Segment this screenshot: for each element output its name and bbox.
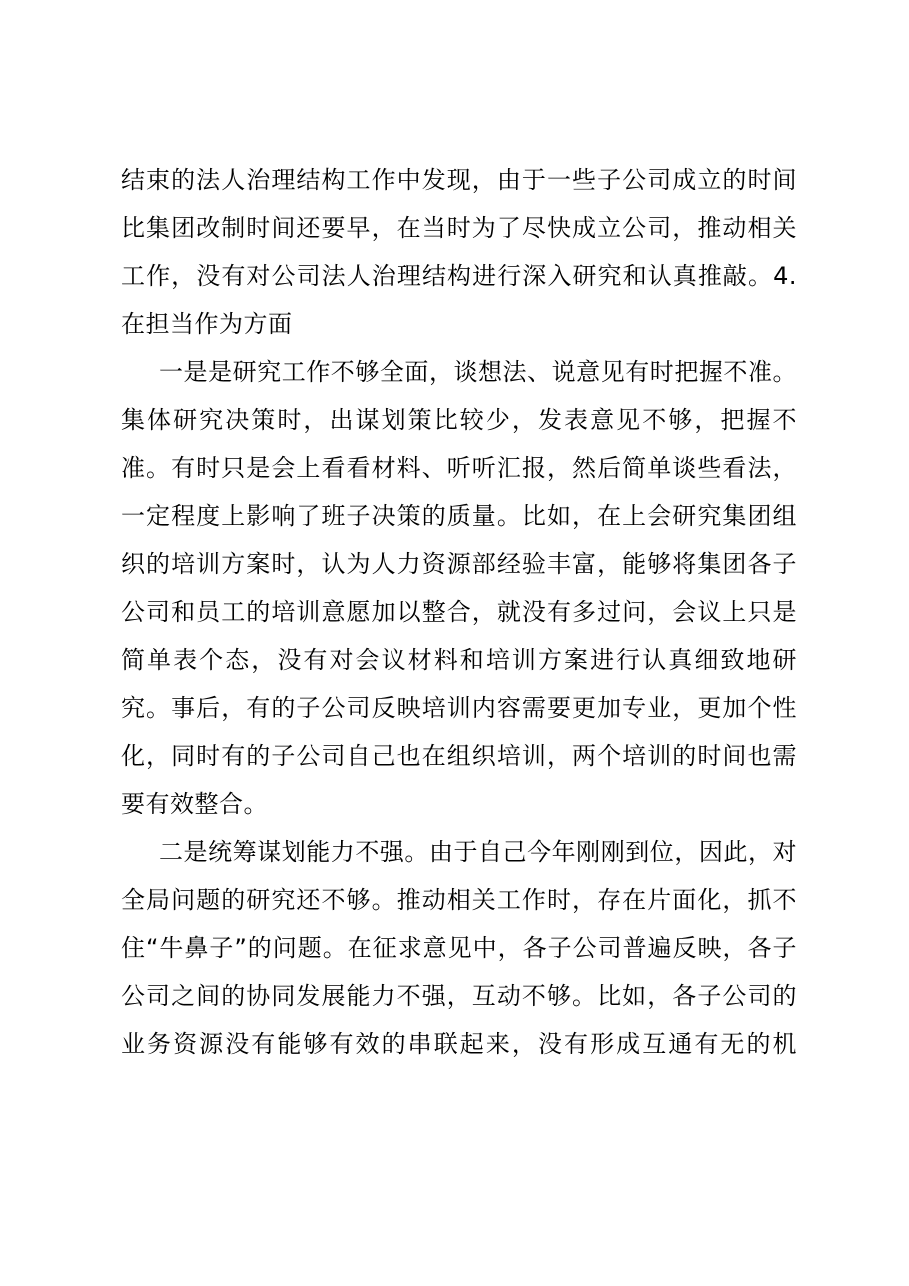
text-line: 究。事后，有的子公司反映培训内容需要更加专业，更加个性 — [121, 694, 797, 722]
text-line: 工作，没有对公司法人治理结构进行深入研究和认真推敲。4. — [121, 262, 797, 290]
text-line: 准。有时只是会上看看材料、听听汇报，然后简单谈些看法， — [121, 454, 797, 482]
text-line: 全局问题的研究还不够。推动相关工作时，存在片面化，抓不 — [121, 886, 797, 914]
text-line: 集体研究决策时，出谋划策比较少，发表意见不够，把握不 — [121, 406, 797, 434]
paragraph-3 — [121, 828, 797, 1068]
text-line: 二是统筹谋划能力不强。由于自己今年刚刚到位，因此，对 — [159, 838, 797, 866]
paragraph-2 — [121, 348, 797, 828]
text-line: 住“牛鼻子”的问题。在征求意见中，各子公司普遍反映，各子 — [121, 934, 797, 962]
text-line: 比集团改制时间还要早，在当时为了尽快成立公司，推动相关 — [121, 214, 797, 242]
text-line: 结束的法人治理结构工作中发现，由于一些子公司成立的时间 — [121, 166, 797, 194]
text-line: 一定程度上影响了班子决策的质量。比如，在上会研究集团组 — [121, 502, 797, 530]
text-line: 业务资源没有能够有效的串联起来，没有形成互通有无的机 — [121, 1030, 797, 1058]
text-line: 化，同时有的子公司自己也在组织培训，两个培训的时间也需 — [121, 742, 797, 770]
text-line: 要有效整合。 — [121, 790, 268, 818]
text-line: 简单表个态，没有对会议材料和培训方案进行认真细致地研 — [121, 646, 797, 674]
text-line: 织的培训方案时，认为人力资源部经验丰富，能够将集团各子 — [121, 550, 797, 578]
paragraph-1 — [121, 156, 797, 348]
text-line: 一是是研究工作不够全面，谈想法、说意见有时把握不准。 — [159, 358, 797, 386]
text-line: 公司之间的协同发展能力不强，互动不够。比如，各子公司的 — [121, 982, 797, 1010]
text-line: 公司和员工的培训意愿加以整合，就没有多过问，会议上只是 — [121, 598, 797, 626]
document-body — [121, 156, 797, 1068]
text-line: 在担当作为方面 — [121, 310, 293, 338]
